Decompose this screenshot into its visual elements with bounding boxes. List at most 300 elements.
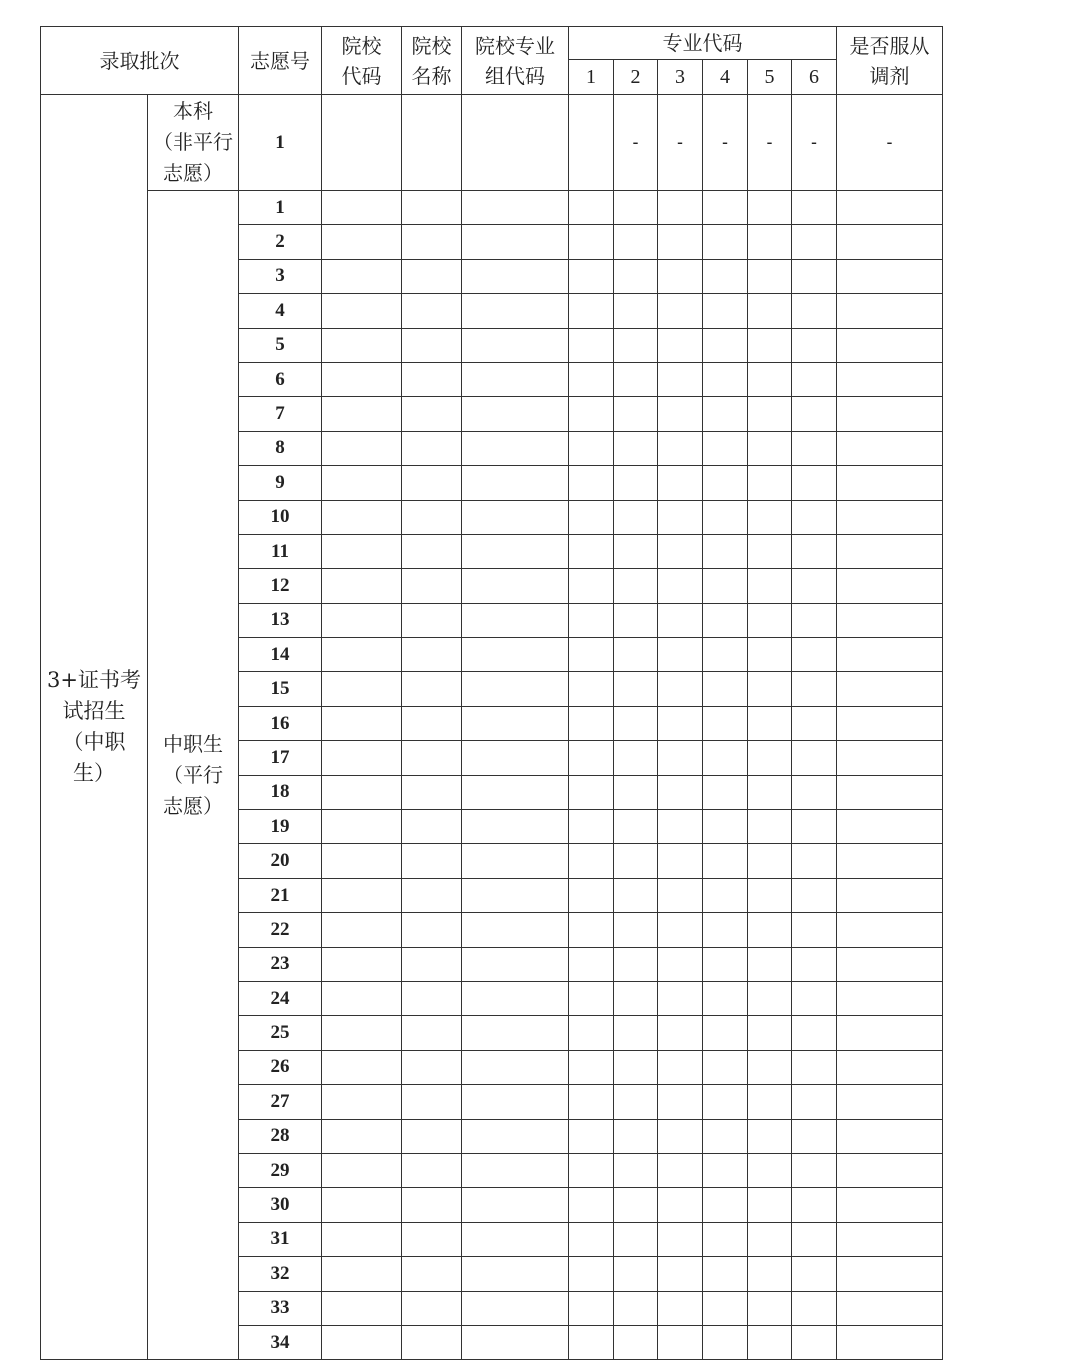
major-group-code-cell[interactable] (462, 259, 569, 293)
major-code-cell[interactable] (703, 844, 748, 878)
school-code-cell[interactable] (322, 775, 402, 809)
school-name-cell[interactable] (402, 95, 462, 191)
major-code-cell[interactable] (658, 328, 703, 362)
major-code-cell[interactable] (614, 947, 658, 981)
school-code-cell[interactable] (322, 225, 402, 259)
major-code-cell[interactable] (792, 569, 837, 603)
major-code-cell[interactable] (569, 1325, 614, 1359)
adjustment-cell[interactable] (837, 706, 943, 740)
major-code-cell[interactable] (748, 1119, 792, 1153)
school-code-cell[interactable] (322, 1050, 402, 1084)
adjustment-cell[interactable] (837, 225, 943, 259)
school-name-cell[interactable] (402, 259, 462, 293)
major-code-cell[interactable] (658, 603, 703, 637)
major-code-cell[interactable] (658, 844, 703, 878)
major-code-cell[interactable] (569, 397, 614, 431)
major-code-cell[interactable] (614, 603, 658, 637)
major-code-cell[interactable] (658, 569, 703, 603)
major-group-code-cell[interactable] (462, 878, 569, 912)
adjustment-cell[interactable] (837, 191, 943, 225)
major-group-code-cell[interactable] (462, 672, 569, 706)
major-code-cell[interactable] (703, 878, 748, 912)
major-code-cell[interactable] (703, 328, 748, 362)
school-code-cell[interactable] (322, 1222, 402, 1256)
major-code-cell[interactable] (569, 1085, 614, 1119)
major-code-cell[interactable] (658, 259, 703, 293)
school-code-cell[interactable] (322, 810, 402, 844)
adjustment-cell[interactable] (837, 981, 943, 1015)
major-code-cell[interactable] (614, 225, 658, 259)
major-code-cell[interactable] (748, 534, 792, 568)
school-name-cell[interactable] (402, 603, 462, 637)
school-code-cell[interactable] (322, 466, 402, 500)
school-code-cell[interactable] (322, 913, 402, 947)
school-code-cell[interactable] (322, 259, 402, 293)
major-code-cell[interactable] (792, 672, 837, 706)
school-name-cell[interactable] (402, 913, 462, 947)
school-name-cell[interactable] (402, 741, 462, 775)
major-code-cell[interactable] (703, 1050, 748, 1084)
school-code-cell[interactable] (322, 1016, 402, 1050)
major-code-cell[interactable] (614, 294, 658, 328)
school-code-cell[interactable] (322, 672, 402, 706)
major-code-cell[interactable] (748, 1291, 792, 1325)
major-code-cell[interactable] (748, 741, 792, 775)
school-name-cell[interactable] (402, 1325, 462, 1359)
major-code-cell[interactable] (614, 1119, 658, 1153)
major-code-cell[interactable] (614, 569, 658, 603)
major-code-cell[interactable] (703, 981, 748, 1015)
school-code-cell[interactable] (322, 95, 402, 191)
major-code-cell[interactable] (703, 1325, 748, 1359)
major-group-code-cell[interactable] (462, 1222, 569, 1256)
major-code-cell[interactable] (569, 1222, 614, 1256)
major-code-cell[interactable] (569, 603, 614, 637)
major-group-code-cell[interactable] (462, 362, 569, 396)
major-group-code-cell[interactable] (462, 95, 569, 191)
major-code-cell[interactable] (703, 1119, 748, 1153)
major-code-cell[interactable] (792, 500, 837, 534)
major-code-cell[interactable] (748, 1222, 792, 1256)
major-code-cell[interactable] (748, 1188, 792, 1222)
major-group-code-cell[interactable] (462, 844, 569, 878)
major-code-cell[interactable] (658, 706, 703, 740)
school-name-cell[interactable] (402, 672, 462, 706)
major-code-cell[interactable] (569, 569, 614, 603)
major-code-cell[interactable] (703, 1188, 748, 1222)
major-code-cell[interactable] (792, 362, 837, 396)
major-code-cell[interactable] (658, 638, 703, 672)
major-code-cell[interactable] (569, 947, 614, 981)
adjustment-cell[interactable] (837, 775, 943, 809)
major-code-cell[interactable] (792, 534, 837, 568)
major-code-cell[interactable] (792, 706, 837, 740)
major-code-cell[interactable] (658, 775, 703, 809)
adjustment-cell[interactable] (837, 1119, 943, 1153)
school-name-cell[interactable] (402, 1050, 462, 1084)
major-code-cell[interactable] (703, 1085, 748, 1119)
school-code-cell[interactable] (322, 191, 402, 225)
major-code-cell[interactable] (614, 1085, 658, 1119)
major-code-cell[interactable] (703, 362, 748, 396)
major-code-cell[interactable] (703, 534, 748, 568)
major-code-cell[interactable] (703, 741, 748, 775)
school-name-cell[interactable] (402, 1016, 462, 1050)
major-code-cell[interactable] (614, 1188, 658, 1222)
major-code-cell[interactable] (748, 638, 792, 672)
major-code-cell[interactable] (792, 878, 837, 912)
major-code-cell[interactable] (658, 534, 703, 568)
adjustment-cell[interactable] (837, 1257, 943, 1291)
major-code-cell[interactable] (703, 1222, 748, 1256)
major-code-cell[interactable] (614, 741, 658, 775)
major-code-cell[interactable] (569, 431, 614, 465)
major-code-cell[interactable] (569, 362, 614, 396)
major-code-cell[interactable] (792, 1188, 837, 1222)
major-code-cell[interactable] (658, 397, 703, 431)
major-code-cell[interactable] (614, 1016, 658, 1050)
major-code-cell[interactable] (703, 1153, 748, 1187)
major-code-cell[interactable] (792, 638, 837, 672)
major-code-cell[interactable] (569, 1291, 614, 1325)
major-code-cell[interactable] (748, 1325, 792, 1359)
major-code-cell[interactable] (614, 534, 658, 568)
major-group-code-cell[interactable] (462, 1153, 569, 1187)
major-code-cell[interactable] (703, 431, 748, 465)
major-code-cell[interactable] (569, 638, 614, 672)
school-code-cell[interactable] (322, 569, 402, 603)
adjustment-cell[interactable] (837, 1222, 943, 1256)
major-code-cell[interactable] (748, 1050, 792, 1084)
adjustment-cell[interactable] (837, 1153, 943, 1187)
school-code-cell[interactable] (322, 397, 402, 431)
major-code-cell[interactable] (748, 1085, 792, 1119)
major-group-code-cell[interactable] (462, 294, 569, 328)
major-group-code-cell[interactable] (462, 981, 569, 1015)
school-code-cell[interactable] (322, 981, 402, 1015)
major-code-cell[interactable] (792, 328, 837, 362)
major-code-cell[interactable] (748, 810, 792, 844)
major-code-cell[interactable] (703, 1016, 748, 1050)
adjustment-cell[interactable] (837, 1050, 943, 1084)
major-group-code-cell[interactable] (462, 741, 569, 775)
major-code-cell[interactable] (614, 191, 658, 225)
major-code-cell[interactable] (703, 672, 748, 706)
major-code-cell[interactable] (792, 294, 837, 328)
major-code-cell[interactable] (792, 810, 837, 844)
adjustment-cell[interactable] (837, 500, 943, 534)
school-code-cell[interactable] (322, 1153, 402, 1187)
major-code-cell[interactable] (614, 638, 658, 672)
major-code-cell[interactable] (569, 191, 614, 225)
major-code-cell[interactable] (703, 913, 748, 947)
major-code-cell[interactable] (614, 466, 658, 500)
major-group-code-cell[interactable] (462, 534, 569, 568)
school-code-cell[interactable] (322, 741, 402, 775)
school-name-cell[interactable] (402, 810, 462, 844)
adjustment-cell[interactable] (837, 534, 943, 568)
school-name-cell[interactable] (402, 878, 462, 912)
adjustment-cell[interactable] (837, 1016, 943, 1050)
major-code-cell[interactable] (658, 1291, 703, 1325)
school-name-cell[interactable] (402, 328, 462, 362)
major-code-cell[interactable] (569, 1188, 614, 1222)
major-code-cell[interactable] (658, 741, 703, 775)
major-code-cell[interactable] (748, 947, 792, 981)
major-code-cell[interactable] (792, 603, 837, 637)
adjustment-cell[interactable] (837, 397, 943, 431)
school-code-cell[interactable] (322, 1257, 402, 1291)
school-name-cell[interactable] (402, 191, 462, 225)
major-code-cell[interactable] (748, 225, 792, 259)
school-code-cell[interactable] (322, 294, 402, 328)
adjustment-cell[interactable] (837, 1325, 943, 1359)
major-code-cell[interactable] (569, 706, 614, 740)
major-code-cell[interactable] (748, 259, 792, 293)
major-code-cell[interactable] (569, 1016, 614, 1050)
school-name-cell[interactable] (402, 1085, 462, 1119)
school-name-cell[interactable] (402, 294, 462, 328)
major-group-code-cell[interactable] (462, 397, 569, 431)
school-name-cell[interactable] (402, 1188, 462, 1222)
major-code-cell[interactable] (748, 1257, 792, 1291)
school-name-cell[interactable] (402, 844, 462, 878)
major-code-cell[interactable] (569, 775, 614, 809)
major-code-cell[interactable] (658, 810, 703, 844)
school-name-cell[interactable] (402, 775, 462, 809)
adjustment-cell[interactable] (837, 638, 943, 672)
adjustment-cell[interactable] (837, 913, 943, 947)
major-code-cell[interactable] (748, 878, 792, 912)
major-code-cell[interactable] (658, 1050, 703, 1084)
major-code-cell[interactable] (658, 431, 703, 465)
major-code-cell[interactable] (792, 1325, 837, 1359)
major-code-cell[interactable] (658, 1222, 703, 1256)
major-code-cell[interactable] (748, 706, 792, 740)
major-group-code-cell[interactable] (462, 225, 569, 259)
major-code-cell[interactable] (792, 431, 837, 465)
major-code-cell[interactable] (792, 913, 837, 947)
school-name-cell[interactable] (402, 569, 462, 603)
major-code-cell[interactable] (614, 913, 658, 947)
school-code-cell[interactable] (322, 1325, 402, 1359)
school-name-cell[interactable] (402, 981, 462, 1015)
school-name-cell[interactable] (402, 706, 462, 740)
major-code-cell[interactable] (614, 1153, 658, 1187)
major-code-cell[interactable] (614, 1257, 658, 1291)
major-code-cell[interactable] (748, 913, 792, 947)
major-code-cell[interactable] (703, 947, 748, 981)
major-code-cell[interactable] (703, 294, 748, 328)
major-code-cell[interactable] (569, 981, 614, 1015)
major-code-cell[interactable] (748, 328, 792, 362)
adjustment-cell[interactable] (837, 603, 943, 637)
school-name-cell[interactable] (402, 1153, 462, 1187)
major-group-code-cell[interactable] (462, 466, 569, 500)
major-code-cell[interactable] (569, 534, 614, 568)
major-code-cell[interactable] (703, 259, 748, 293)
school-code-cell[interactable] (322, 706, 402, 740)
school-name-cell[interactable] (402, 500, 462, 534)
major-code-cell[interactable] (792, 1085, 837, 1119)
major-code-cell[interactable] (703, 638, 748, 672)
major-code-cell[interactable] (658, 466, 703, 500)
major-code-cell[interactable] (703, 775, 748, 809)
school-name-cell[interactable] (402, 534, 462, 568)
major-code-cell[interactable] (658, 1325, 703, 1359)
school-name-cell[interactable] (402, 362, 462, 396)
major-code-cell[interactable] (658, 878, 703, 912)
adjustment-cell[interactable] (837, 741, 943, 775)
adjustment-cell[interactable] (837, 569, 943, 603)
major-group-code-cell[interactable] (462, 1325, 569, 1359)
major-code-cell[interactable] (748, 844, 792, 878)
major-code-cell[interactable] (569, 810, 614, 844)
major-code-cell[interactable] (792, 191, 837, 225)
major-code-cell[interactable] (792, 1291, 837, 1325)
major-code-cell[interactable] (658, 362, 703, 396)
major-code-cell[interactable] (703, 225, 748, 259)
adjustment-cell[interactable] (837, 328, 943, 362)
school-name-cell[interactable] (402, 466, 462, 500)
major-code-cell[interactable] (748, 1016, 792, 1050)
major-code-cell[interactable] (792, 947, 837, 981)
adjustment-cell[interactable] (837, 1188, 943, 1222)
major-code-cell[interactable] (569, 500, 614, 534)
major-code-cell[interactable] (569, 1119, 614, 1153)
major-code-cell[interactable] (614, 1050, 658, 1084)
school-code-cell[interactable] (322, 844, 402, 878)
major-group-code-cell[interactable] (462, 500, 569, 534)
major-code-cell[interactable] (792, 466, 837, 500)
major-group-code-cell[interactable] (462, 706, 569, 740)
major-group-code-cell[interactable] (462, 775, 569, 809)
school-name-cell[interactable] (402, 947, 462, 981)
major-code-cell[interactable] (658, 1257, 703, 1291)
major-code-cell[interactable] (792, 1119, 837, 1153)
major-code-cell[interactable] (614, 397, 658, 431)
major-code-cell[interactable] (748, 981, 792, 1015)
major-code-cell[interactable] (703, 706, 748, 740)
major-code-cell[interactable] (658, 913, 703, 947)
major-group-code-cell[interactable] (462, 1188, 569, 1222)
major-code-cell[interactable] (748, 466, 792, 500)
adjustment-cell[interactable] (837, 259, 943, 293)
school-code-cell[interactable] (322, 638, 402, 672)
major-group-code-cell[interactable] (462, 1016, 569, 1050)
school-name-cell[interactable] (402, 1257, 462, 1291)
major-code-cell[interactable] (614, 259, 658, 293)
major-code-cell[interactable] (748, 397, 792, 431)
major-code-cell[interactable] (569, 225, 614, 259)
adjustment-cell[interactable] (837, 294, 943, 328)
major-code-cell[interactable] (658, 1085, 703, 1119)
major-code-cell[interactable] (703, 1291, 748, 1325)
major-code-cell[interactable] (569, 1153, 614, 1187)
major-code-cell[interactable] (658, 1119, 703, 1153)
school-code-cell[interactable] (322, 328, 402, 362)
major-code-cell[interactable] (569, 328, 614, 362)
major-code-cell[interactable] (792, 981, 837, 1015)
school-code-cell[interactable] (322, 534, 402, 568)
major-group-code-cell[interactable] (462, 328, 569, 362)
adjustment-cell[interactable] (837, 362, 943, 396)
major-code-cell[interactable] (703, 603, 748, 637)
major-group-code-cell[interactable] (462, 191, 569, 225)
school-name-cell[interactable] (402, 1119, 462, 1153)
major-code-cell[interactable] (748, 500, 792, 534)
major-code-cell[interactable] (614, 431, 658, 465)
major-group-code-cell[interactable] (462, 431, 569, 465)
school-name-cell[interactable] (402, 1291, 462, 1325)
major-code-cell[interactable] (569, 844, 614, 878)
major-code-cell[interactable] (792, 844, 837, 878)
major-code-cell[interactable] (658, 1016, 703, 1050)
major-code-cell[interactable] (792, 741, 837, 775)
major-code-cell[interactable] (569, 1050, 614, 1084)
major-code-cell[interactable] (614, 878, 658, 912)
major-code-cell[interactable] (703, 397, 748, 431)
school-name-cell[interactable] (402, 397, 462, 431)
major-code-cell[interactable] (792, 259, 837, 293)
adjustment-cell[interactable] (837, 1085, 943, 1119)
major-group-code-cell[interactable] (462, 947, 569, 981)
major-code-cell[interactable] (748, 672, 792, 706)
major-code-cell[interactable] (748, 431, 792, 465)
major-group-code-cell[interactable] (462, 810, 569, 844)
major-code-cell[interactable] (792, 225, 837, 259)
major-code-cell[interactable] (792, 1016, 837, 1050)
school-name-cell[interactable] (402, 225, 462, 259)
major-code-cell[interactable] (614, 1222, 658, 1256)
adjustment-cell[interactable] (837, 1291, 943, 1325)
major-code-cell[interactable] (658, 1188, 703, 1222)
major-group-code-cell[interactable] (462, 1085, 569, 1119)
major-code-cell[interactable] (748, 569, 792, 603)
major-code-cell[interactable] (614, 500, 658, 534)
major-code-cell[interactable] (658, 225, 703, 259)
major-code-cell[interactable] (569, 1257, 614, 1291)
major-code-cell[interactable] (748, 775, 792, 809)
school-code-cell[interactable] (322, 603, 402, 637)
major-group-code-cell[interactable] (462, 913, 569, 947)
school-code-cell[interactable] (322, 500, 402, 534)
major-code-cell[interactable] (614, 1291, 658, 1325)
major-code-cell[interactable] (614, 844, 658, 878)
major-code-cell[interactable] (569, 95, 614, 191)
major-code-cell[interactable] (658, 981, 703, 1015)
major-code-cell[interactable] (658, 191, 703, 225)
major-code-cell[interactable] (792, 1153, 837, 1187)
school-code-cell[interactable] (322, 431, 402, 465)
adjustment-cell[interactable] (837, 810, 943, 844)
adjustment-cell[interactable] (837, 466, 943, 500)
major-code-cell[interactable] (748, 1153, 792, 1187)
school-name-cell[interactable] (402, 1222, 462, 1256)
school-code-cell[interactable] (322, 1188, 402, 1222)
major-code-cell[interactable] (569, 466, 614, 500)
major-code-cell[interactable] (658, 294, 703, 328)
major-code-cell[interactable] (569, 294, 614, 328)
major-code-cell[interactable] (748, 362, 792, 396)
major-code-cell[interactable] (703, 810, 748, 844)
school-code-cell[interactable] (322, 947, 402, 981)
major-code-cell[interactable] (569, 878, 614, 912)
adjustment-cell[interactable] (837, 878, 943, 912)
major-code-cell[interactable] (614, 1325, 658, 1359)
adjustment-cell[interactable] (837, 431, 943, 465)
major-group-code-cell[interactable] (462, 569, 569, 603)
